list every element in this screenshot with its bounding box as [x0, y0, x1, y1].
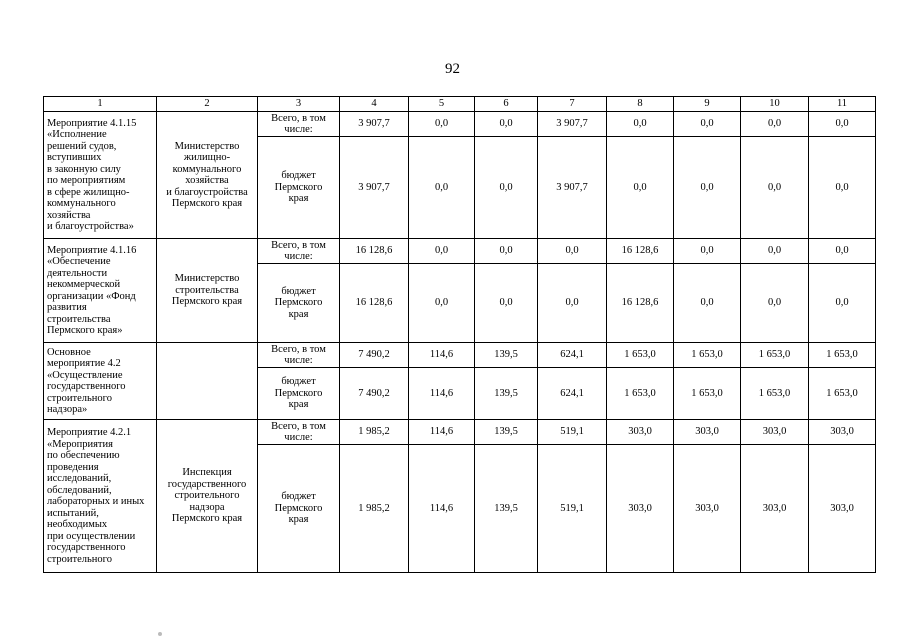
ministry-cell [157, 343, 258, 420]
value-cell: 303,0 [607, 445, 674, 573]
value-cell: 1 985,2 [340, 420, 409, 445]
activity-cell: Мероприятие 4.2.1 «Мероприятия по обеспечению проведения исследований, обследований, лабораторных и иных испытаний, необходимых при осуществлении государственного строительного [44, 420, 157, 573]
column-header: 1 [44, 97, 157, 112]
value-cell: 0,0 [538, 239, 607, 264]
ministry-cell: Министерство жилищно- коммунального хозяйства и благоустройства Пермского края [157, 112, 258, 239]
page-number: 92 [445, 61, 460, 77]
value-cell: 1 653,0 [809, 343, 876, 368]
source-cell: Всего, в том числе: [258, 239, 340, 264]
source-cell: бюджет Пермского края [258, 445, 340, 573]
value-cell: 0,0 [809, 239, 876, 264]
activity-cell: Основное мероприятие 4.2 «Осуществление государственного строительного надзора» [44, 343, 157, 420]
table-row [44, 420, 876, 445]
value-cell: 303,0 [674, 445, 741, 573]
value-cell: 0,0 [607, 137, 674, 239]
value-cell: 0,0 [409, 239, 475, 264]
value-cell: 519,1 [538, 420, 607, 445]
value-cell: 7 490,2 [340, 368, 409, 420]
column-header: 2 [157, 97, 258, 112]
activity-cell: Мероприятие 4.1.15 «Исполнение решений судов, вступивших в законную силу по мероприятиям в сфере жилищно- коммунального хозяйства и благоустройства» [44, 112, 157, 239]
value-cell: 0,0 [475, 112, 538, 137]
table-row [44, 239, 876, 264]
value-cell: 16 128,6 [340, 239, 409, 264]
source-cell: бюджет Пермского края [258, 264, 340, 343]
value-cell: 0,0 [674, 264, 741, 343]
value-cell: 0,0 [809, 137, 876, 239]
value-cell: 139,5 [475, 445, 538, 573]
value-cell: 0,0 [809, 264, 876, 343]
column-header: 10 [741, 97, 809, 112]
value-cell: 0,0 [741, 264, 809, 343]
value-cell: 1 653,0 [741, 368, 809, 420]
value-cell: 139,5 [475, 420, 538, 445]
source-cell: Всего, в том числе: [258, 112, 340, 137]
scan-speck [158, 632, 162, 636]
value-cell: 0,0 [607, 112, 674, 137]
table-row [44, 112, 876, 137]
value-cell: 0,0 [674, 112, 741, 137]
value-cell: 3 907,7 [340, 137, 409, 239]
value-cell: 0,0 [741, 137, 809, 239]
value-cell: 303,0 [741, 445, 809, 573]
column-header: 6 [475, 97, 538, 112]
value-cell: 1 653,0 [809, 368, 876, 420]
value-cell: 1 653,0 [741, 343, 809, 368]
value-cell: 139,5 [475, 343, 538, 368]
value-cell: 624,1 [538, 368, 607, 420]
column-header: 8 [607, 97, 674, 112]
value-cell: 114,6 [409, 368, 475, 420]
value-cell: 303,0 [741, 420, 809, 445]
value-cell: 519,1 [538, 445, 607, 573]
column-header: 9 [674, 97, 741, 112]
source-cell: бюджет Пермского края [258, 368, 340, 420]
value-cell: 1 653,0 [607, 343, 674, 368]
value-cell: 0,0 [409, 264, 475, 343]
value-cell: 3 907,7 [340, 112, 409, 137]
table-row [44, 343, 876, 368]
value-cell: 3 907,7 [538, 112, 607, 137]
source-cell: бюджет Пермского края [258, 137, 340, 239]
value-cell: 0,0 [674, 137, 741, 239]
value-cell: 16 128,6 [607, 239, 674, 264]
column-header: 3 [258, 97, 340, 112]
activity-cell: Мероприятие 4.1.16 «Обеспечение деятельности некоммерческой организации «Фонд развития строительства Пермского края» [44, 239, 157, 343]
value-cell: 0,0 [674, 239, 741, 264]
source-cell: Всего, в том числе: [258, 420, 340, 445]
value-cell: 0,0 [475, 264, 538, 343]
value-cell: 0,0 [741, 112, 809, 137]
value-cell: 0,0 [409, 137, 475, 239]
value-cell: 0,0 [475, 239, 538, 264]
value-cell: 0,0 [409, 112, 475, 137]
value-cell: 139,5 [475, 368, 538, 420]
column-header: 4 [340, 97, 409, 112]
value-cell: 1 653,0 [674, 368, 741, 420]
value-cell: 0,0 [809, 112, 876, 137]
column-header: 5 [409, 97, 475, 112]
value-cell: 16 128,6 [340, 264, 409, 343]
header-row [44, 97, 876, 112]
value-cell: 3 907,7 [538, 137, 607, 239]
value-cell: 303,0 [809, 420, 876, 445]
value-cell: 114,6 [409, 420, 475, 445]
value-cell: 1 653,0 [607, 368, 674, 420]
value-cell: 114,6 [409, 343, 475, 368]
value-cell: 624,1 [538, 343, 607, 368]
value-cell: 1 985,2 [340, 445, 409, 573]
value-cell: 0,0 [475, 137, 538, 239]
value-cell: 303,0 [674, 420, 741, 445]
value-cell: 1 653,0 [674, 343, 741, 368]
column-header: 7 [538, 97, 607, 112]
source-cell: Всего, в том числе: [258, 343, 340, 368]
value-cell: 7 490,2 [340, 343, 409, 368]
value-cell: 0,0 [741, 239, 809, 264]
value-cell: 16 128,6 [607, 264, 674, 343]
value-cell: 303,0 [607, 420, 674, 445]
ministry-cell: Инспекция государственного строительного надзора Пермского края [157, 420, 258, 573]
ministry-cell: Министерство строительства Пермского края [157, 239, 258, 343]
value-cell: 303,0 [809, 445, 876, 573]
value-cell: 0,0 [538, 264, 607, 343]
budget-table [43, 96, 876, 573]
value-cell: 114,6 [409, 445, 475, 573]
column-header: 11 [809, 97, 876, 112]
